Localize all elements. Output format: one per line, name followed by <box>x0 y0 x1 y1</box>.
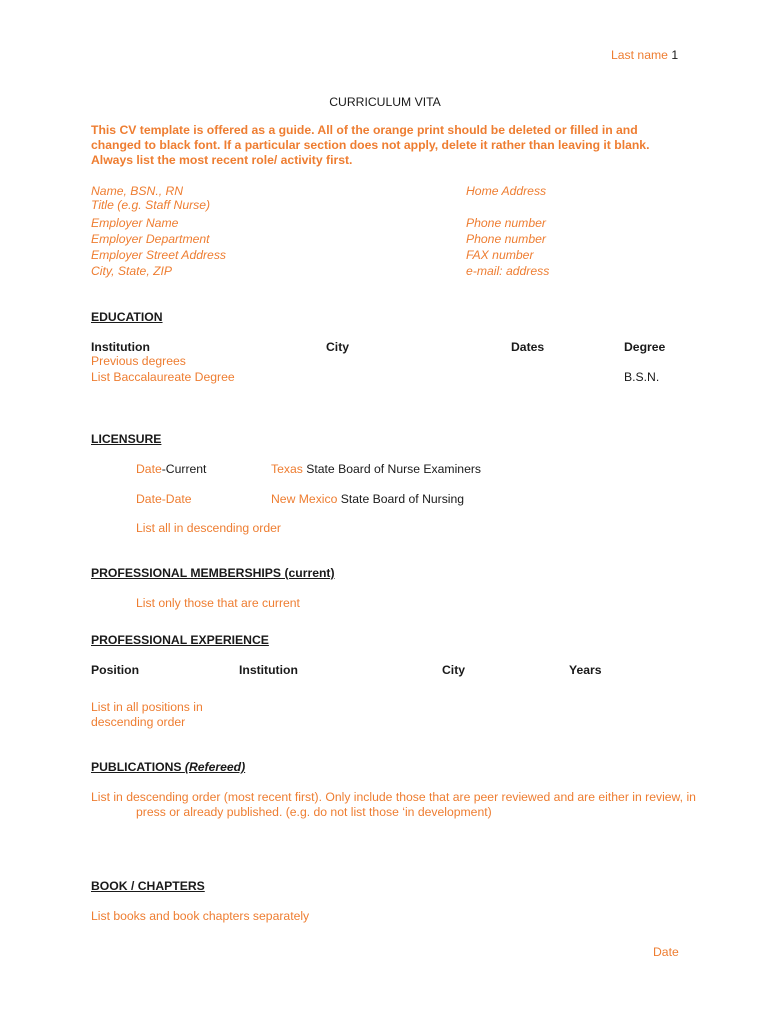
education-row-institution: List Baccalaureate Degree <box>91 370 235 384</box>
experience-col-position: Position <box>91 663 140 677</box>
licensure-row-date <box>136 492 192 507</box>
contact-employer-address: Employer Street Address <box>91 248 227 262</box>
licensure-heading: LICENSURE <box>91 432 162 446</box>
contact-home-address: Home Address <box>466 184 547 198</box>
contact-fax: FAX number <box>466 248 534 262</box>
document-title: CURRICULUM VITA <box>329 95 441 109</box>
experience-note: List in all positions in descending order <box>91 700 203 729</box>
licensure-state: Texas <box>271 462 303 476</box>
page-number: 1 <box>671 48 679 62</box>
education-col-dates: Dates <box>511 340 545 354</box>
publications-heading <box>91 760 245 775</box>
publications-note: List in descending order (most recent first). Only include those that are peer reviewed and are either in review, in press or already published. (e.g. do not list those ‘in development) <box>91 790 696 819</box>
education-col-city: City <box>326 340 350 354</box>
education-col-institution: Institution <box>91 340 150 354</box>
licensure-date-range: Date-Date <box>136 492 192 506</box>
books-heading: BOOK / CHAPTERS <box>91 879 205 893</box>
licensure-state: New Mexico <box>271 492 338 506</box>
education-row-institution: Previous degrees <box>91 354 186 368</box>
experience-col-years: Years <box>569 663 602 677</box>
licensure-date-start: Date <box>136 462 162 476</box>
contact-title: Title (e.g. Staff Nurse) <box>91 198 211 212</box>
page-header <box>611 48 678 63</box>
licensure-row-board <box>271 462 481 477</box>
books-note: List books and book chapters separately <box>91 909 310 923</box>
publications-heading-sub: (Refereed) <box>184 760 246 774</box>
experience-heading: PROFESSIONAL EXPERIENCE <box>91 633 269 647</box>
contact-employer-name: Employer Name <box>91 216 179 230</box>
education-row-degree: B.S.N. <box>624 370 660 384</box>
memberships-note: List only those that are current <box>136 596 300 610</box>
licensure-board: State Board of Nurse Examiners <box>302 462 481 476</box>
education-col-degree: Degree <box>624 340 666 354</box>
contact-employer-department: Employer Department <box>91 232 210 246</box>
footer-date: Date <box>653 945 679 959</box>
publications-heading-main: PUBLICATIONS <box>91 760 182 774</box>
memberships-heading: PROFESSIONAL MEMBERSHIPS (current) <box>91 566 335 580</box>
licensure-row-board <box>271 492 464 507</box>
education-heading: EDUCATION <box>91 310 163 324</box>
licensure-board: State Board of Nursing <box>337 492 465 506</box>
licensure-row-date <box>136 462 206 477</box>
licensure-note: List all in descending order <box>136 521 281 535</box>
experience-col-institution: Institution <box>239 663 298 677</box>
experience-col-city: City <box>442 663 466 677</box>
contact-email: e-mail: address <box>466 264 550 278</box>
contact-phone-1: Phone number <box>466 216 546 230</box>
contact-city-state-zip: City, State, ZIP <box>91 264 173 278</box>
intro-instructions: This CV template is offered as a guide. All of the orange print should be deleted or filled in and changed to black font. If a particular section does not apply, delete it rather than leaving it blank. Always list the most recent role/ activity first. <box>91 123 650 168</box>
contact-name: Name, BSN., RN <box>91 184 184 198</box>
contact-phone-2: Phone number <box>466 232 546 246</box>
last-name-label: Last name <box>611 48 668 62</box>
licensure-date-current: -Current <box>161 462 207 476</box>
